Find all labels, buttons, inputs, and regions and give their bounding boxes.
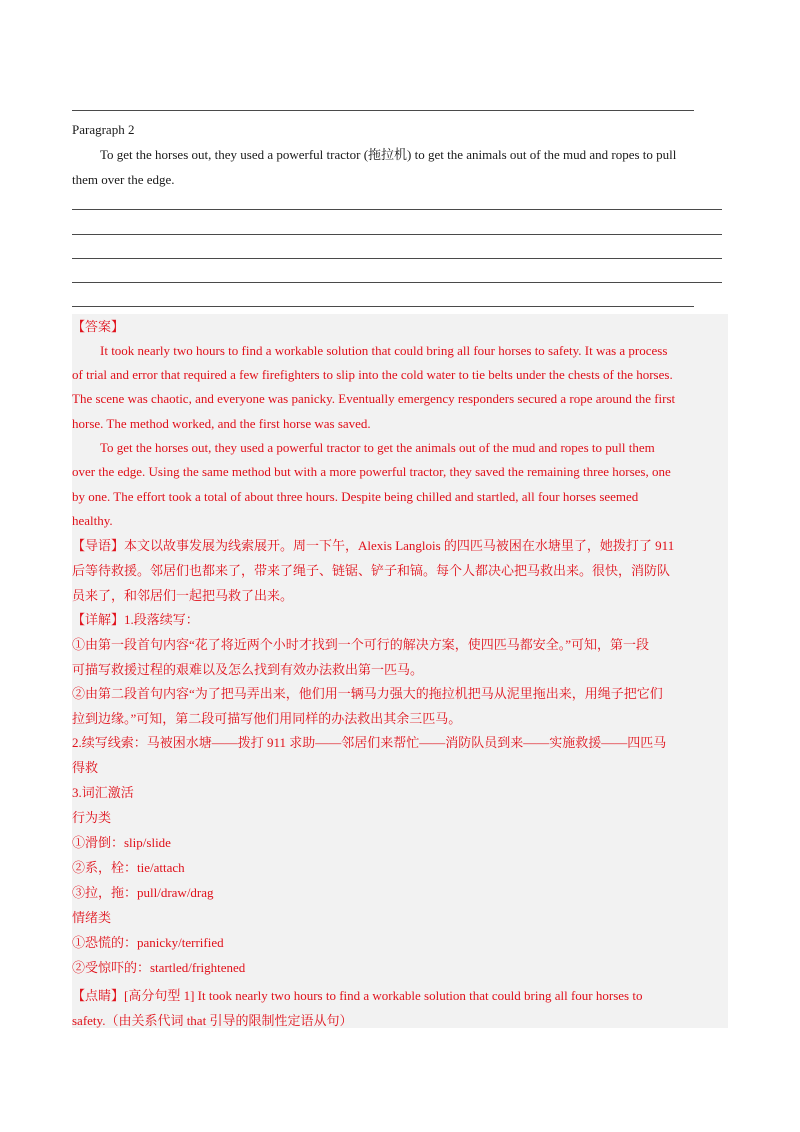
writing-line <box>72 282 722 283</box>
intro-line: 【导语】本文以故事发展为线索展开。周一下午，Alexis Langlois 的四匹马被困在水塘里了，她拨打了 911 <box>72 538 675 553</box>
detail-line: ①由第一段首句内容“花了将近两个小时才找到一个可行的解决方案，使四匹马都安全。”可知，第一段 <box>72 637 650 652</box>
answer-line: by one. The effort took a total of about three hours. Despite being chilled and startled, all four horses seemed <box>72 489 639 504</box>
answer-line: The scene was chaotic, and everyone was panicky. Eventually emergency responders secured a rope around the first <box>72 391 676 406</box>
paragraph-prompt-line: To get the horses out, they used a powerful tractor (拖拉机) to get the animals out of the mud and ropes to pull <box>100 147 677 162</box>
detail-line: 得救 <box>72 760 99 775</box>
intro-line: 员来了，和邻居们一起把马救了出来。 <box>72 588 294 603</box>
vocab-item: ①恐慌的：panicky/terrified <box>72 935 224 950</box>
paragraph-label: Paragraph 2 <box>72 122 135 137</box>
answer-line: To get the horses out, they used a powerful tractor to get the animals out of the mud and ropes to pull them <box>100 440 655 455</box>
highlight-line: 【点睛】[高分句型 1] It took nearly two hours to find a workable solution that could bring all four horses to <box>72 988 643 1003</box>
detail-line: 2.续写线索：马被困水塘——拨打 911 求助——邻居们来帮忙——消防队员到来——实施救援——四匹马 <box>72 735 667 750</box>
vocab-item: ②系，栓：tie/attach <box>72 860 185 875</box>
answer-line: over the edge. Using the same method but with a more powerful tractor, they saved the remaining three horses, one <box>72 464 671 479</box>
vocab-item: ①滑倒：slip/slide <box>72 835 171 850</box>
vocab-heading: 3.词汇激活 <box>72 785 134 800</box>
highlight-line: safety.（由关系代词 that 引导的限制性定语从句） <box>72 1013 353 1028</box>
vocab-item: ③拉，拖：pull/draw/drag <box>72 885 214 900</box>
answer-line: of trial and error that required a few firefighters to slip into the cold water to tie belts under the chests of the horses. <box>72 367 673 382</box>
intro-line: 后等待救援。邻居们也都来了，带来了绳子、链锯、铲子和镐。每个人都决心把马救出来。很快，消防队 <box>72 563 671 578</box>
paragraph-prompt-line: them over the edge. <box>72 172 175 187</box>
answer-line: healthy. <box>72 513 113 528</box>
writing-line <box>72 306 694 307</box>
detail-line: 可描写救援过程的艰难以及怎么找到有效办法救出第一匹马。 <box>72 662 424 677</box>
answer-line: horse. The method worked, and the first horse was saved. <box>72 416 371 431</box>
answer-heading: 【答案】 <box>72 319 125 334</box>
writing-line <box>72 110 694 111</box>
writing-line <box>72 258 722 259</box>
detail-line: 拉到边缘。”可知，第二段可描写他们用同样的办法救出其余三匹马。 <box>72 711 462 726</box>
answer-line: It took nearly two hours to find a workable solution that could bring all four horses to safety. It was a process <box>100 343 668 358</box>
detail-line: ②由第二段首句内容“为了把马弄出来，他们用一辆马力强大的拖拉机把马从泥里拖出来，用绳子把它们 <box>72 686 663 701</box>
writing-line <box>72 209 722 210</box>
vocab-item: ②受惊吓的：startled/frightened <box>72 960 246 975</box>
detail-line: 【详解】1.段落续写： <box>72 612 199 627</box>
vocab-category: 行为类 <box>72 810 112 825</box>
writing-line <box>72 234 722 235</box>
vocab-category: 情绪类 <box>72 910 112 925</box>
